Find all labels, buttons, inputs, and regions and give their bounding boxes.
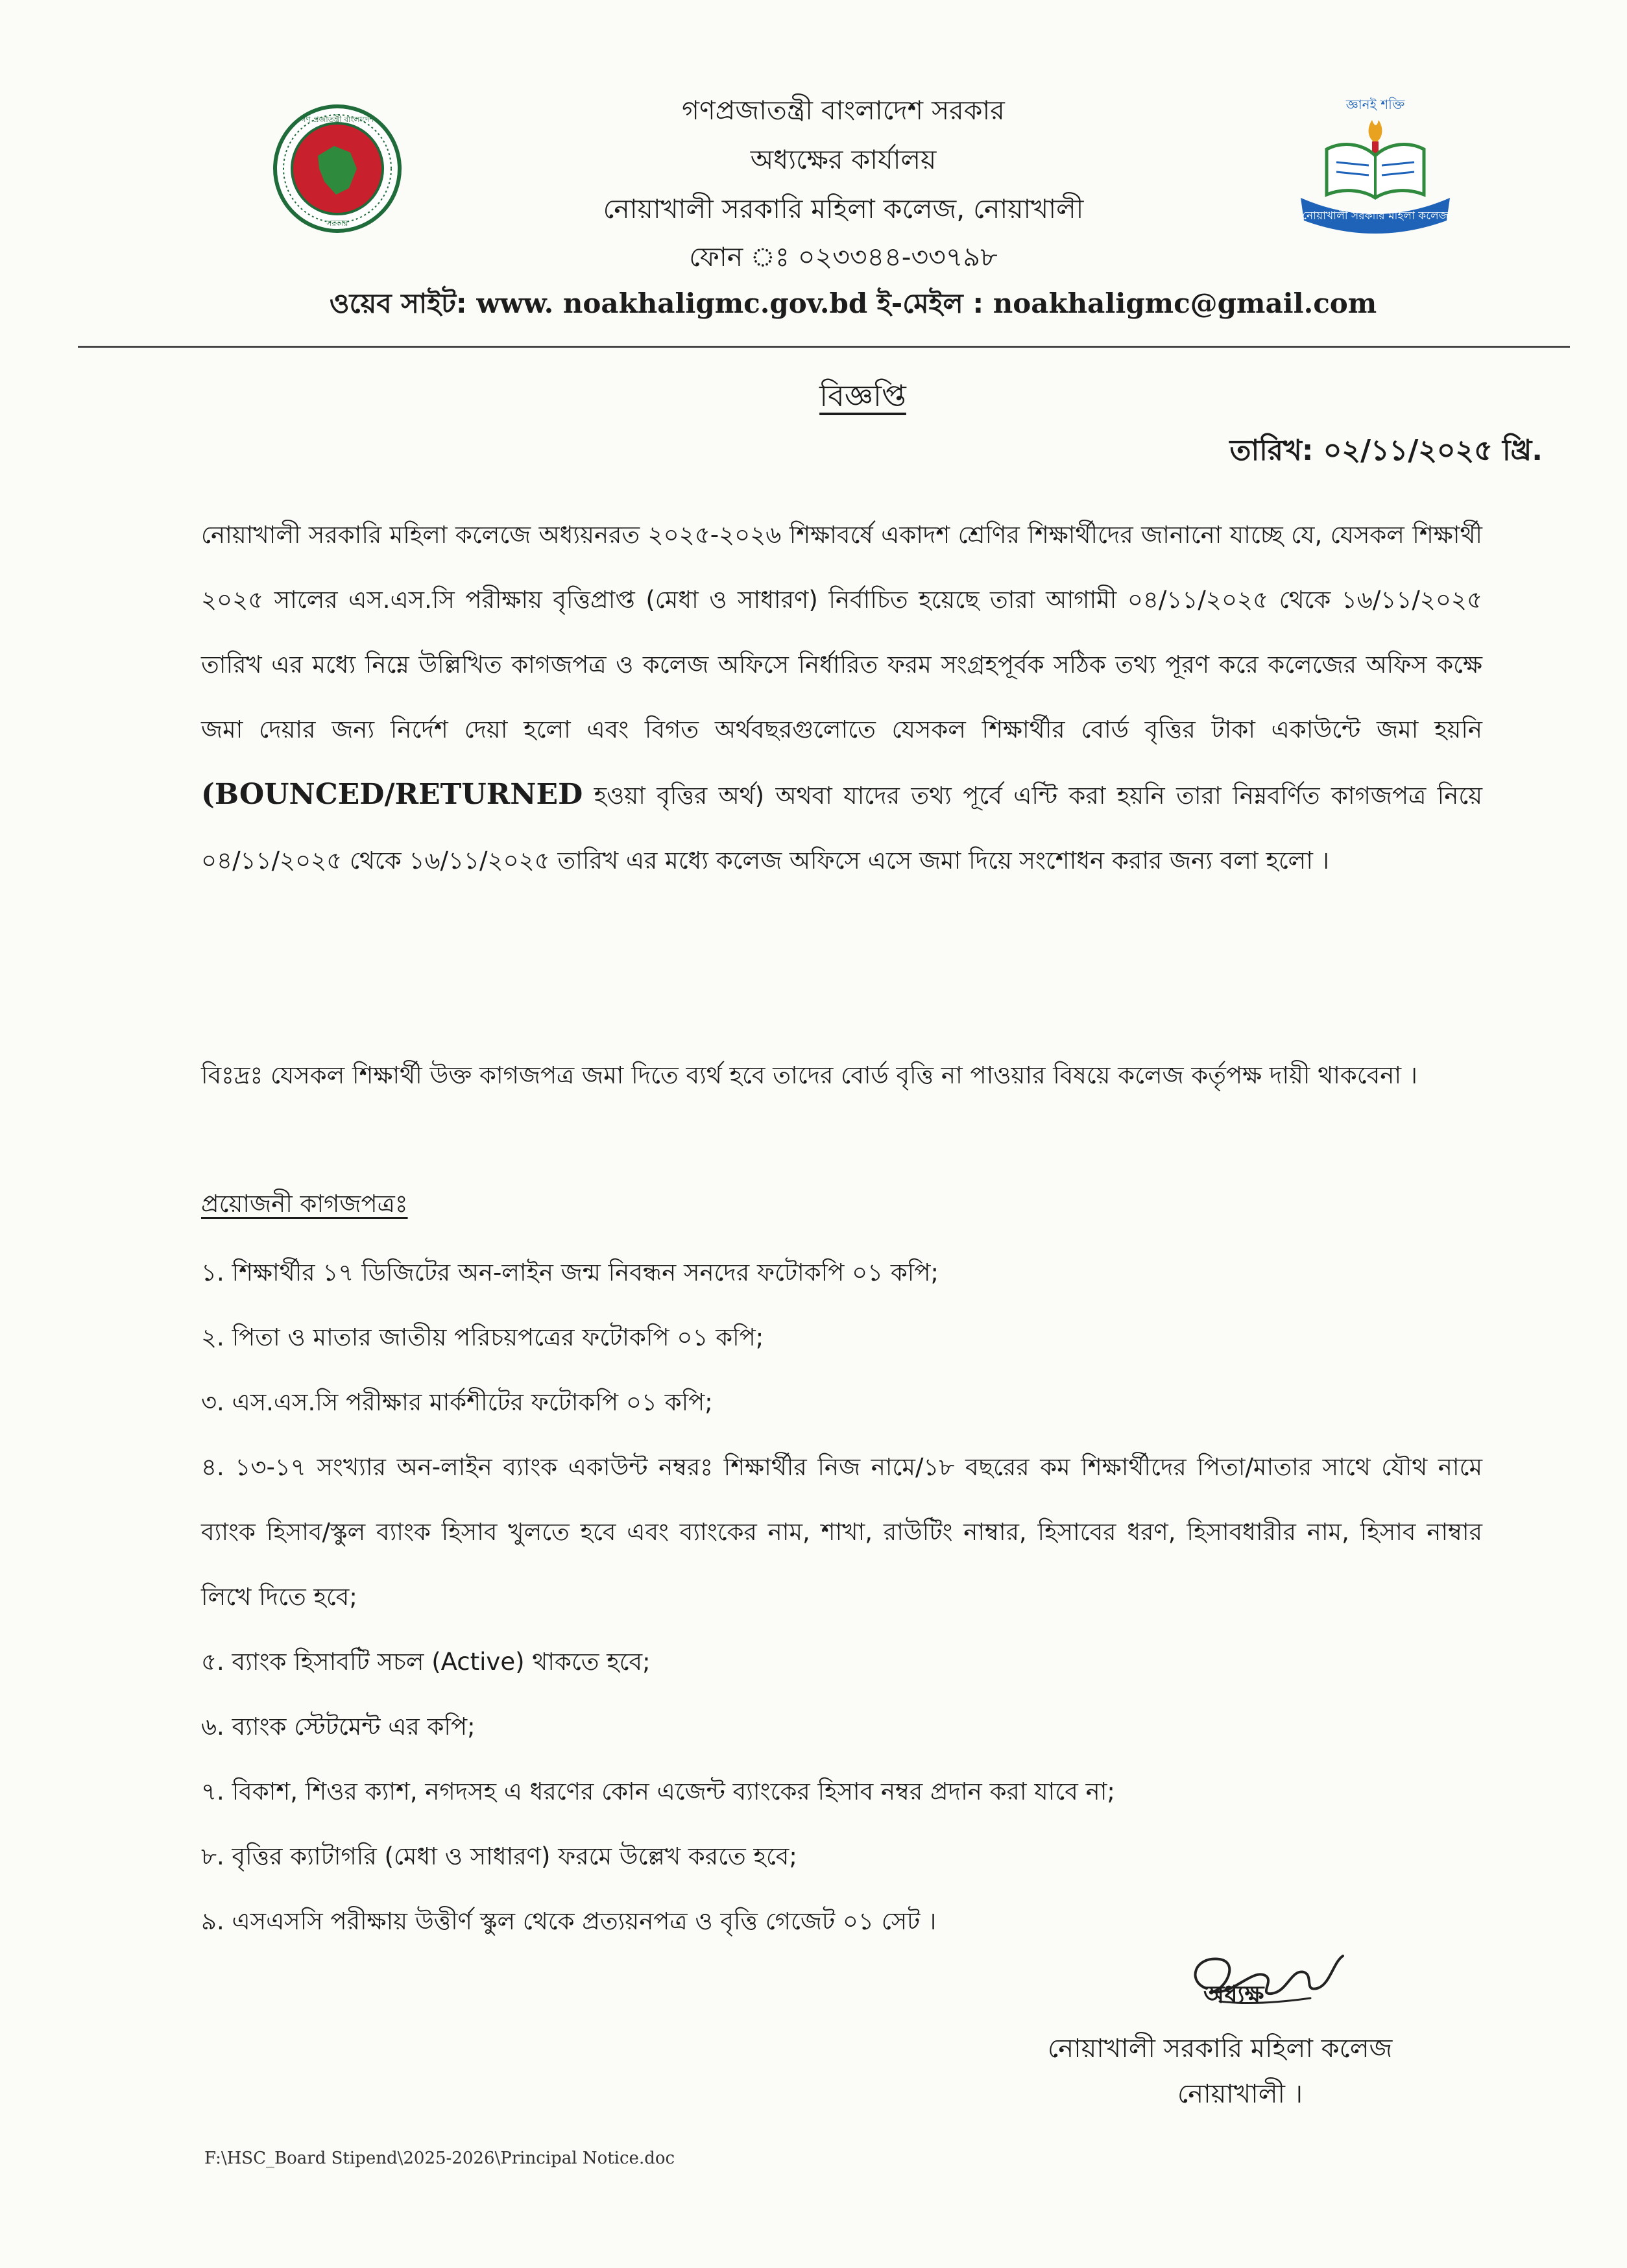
list-item: ২. পিতা ও মাতার জাতীয় পরিচয়পত্রের ফটোকপি ০১ কপি; — [201, 1323, 764, 1351]
header-divider — [78, 346, 1570, 348]
list-item: ৩. এস.এস.সি পরীক্ষার মার্কশীটের ফটোকপি ০১ কপি; — [201, 1388, 713, 1416]
header-contact — [259, 285, 1447, 322]
signature-city: নোয়াখালী । — [1177, 2079, 1303, 2109]
requirements-list — [201, 1240, 1482, 1954]
paragraph-1-part-2: হওয়া বৃত্তির অর্থ) অথবা যাদের তথ্য পূর্বে এন্টি করা হয়নি তারা নিম্নবর্ণিত কাগজপত্র নিয়ে ০৪/১১/২০২৫ থেকে ১৬/১১/২০২৫ তারিখ এর মধ্যে কলেজ অফিসে এসে জমা দিয়ে সংশোধন করার জন্য বলা হলো । — [201, 782, 1483, 875]
header-office: অধ্যক্ষের কার্যালয় — [750, 144, 937, 175]
requirements-title: প্রয়োজনী কাগজপত্রঃ — [201, 1190, 408, 1218]
list-item: ৮. বৃত্তির ক্যাটাগরি (মেধা ও সাধারণ) ফরমে উল্লেখ করতে হবে; — [201, 1842, 797, 1870]
list-item: ৯. এসএসসি পরীক্ষায় উত্তীর্ণ স্কুল থেকে প্রত্যয়নপত্র ও বৃত্তি গেজেট ০১ সেট । — [201, 1907, 937, 1935]
file-path: F:\HSC_Board Stipend\2025-2026\Principal Notice.doc — [204, 2149, 675, 2168]
website-link[interactable]: www. noakhaligmc.gov.bd — [476, 287, 868, 319]
seal-text-top: গণ প্রজাতন্ত্রী বাংলাদেশ — [300, 115, 374, 124]
list-item: ৫. ব্যাংক হিসাবটি সচল (Active) থাকতে হবে; — [201, 1648, 651, 1676]
header-college: নোয়াখালী সরকারি মহিলা কলেজ, নোয়াখালী — [603, 193, 1084, 224]
seal-text-bottom: সরকার — [326, 219, 348, 228]
list-item: ৪. ১৩-১৭ সংখ্যার অন-লাইন ব্যাংক একাউন্ট নম্বরঃ শিক্ষার্থীর নিজ নামে/১৮ বছরের কম শিক্ষার্থীদের পিতা/মাতার সাথে যৌথ নামে ব্যাংক হিসাব/স্কুল ব্যাংক হিসাব খুলতে হবে এবং ব্যাংকের নাম, শাখা, রাউটিং নাম্বার, হিসাবের ধরণ, হিসাবধারীর নাম, হিসাব নাম্বার লিখে দিতে হবে; — [201, 1453, 1482, 1611]
notice-date: তারিখ: ০২/১১/২০২৫ খ্রি. — [1229, 434, 1543, 467]
paragraph-1-part-1: নোয়াখালী সরকারি মহিলা কলেজে অধ্যয়নরত ২০২৫-২০২৬ শিক্ষাবর্ষে একাদশ শ্রেণির শিক্ষার্থীদের জানানো যাচ্ছে যে, যেসকল শিক্ষার্থী ২০২৫ সালের এস.এস.সি পরীক্ষায় বৃত্তিপ্রাপ্ত (মেধা ও সাধারণ) নির্বাচিত হয়েছে তারা আগামী ০৪/১১/২০২৫ থেকে ১৬/১১/২০২৫ তারিখ এর মধ্যে নিম্নে উল্লিখিত কাগজপত্র ও কলেজ অফিসে নির্ধারিত ফরম সংগ্রহপূর্বক সঠিক তথ্য পূরণ করে কলেজের অফিস কক্ষে জমা দেয়ার জন্য নির্দেশ দেয়া হলো এবং বিগত অর্থবছরগুলোতে যেসকল শিক্ষার্থীর বোর্ড বৃত্তির টাকা একাউন্টে জমা হয়নি — [201, 521, 1482, 743]
signature-college: নোয়াখালী সরকারি মহিলা কলেজ — [1048, 2034, 1393, 2064]
website-label: ওয়েব সাইট: — [329, 287, 467, 319]
notice-title: বিজ্ঞপ্তি — [819, 378, 906, 413]
logo-motto: জ্ঞানই শক্তি — [1345, 97, 1405, 112]
bounced-returned-text: (BOUNCED/RETURNED — [201, 778, 583, 811]
list-item: ৭. বিকাশ, শিওর ক্যাশ, নগদসহ এ ধরণের কোন এজেন্ট ব্যাংকের হিসাব নম্বর প্রদান করা যাবে না; — [201, 1778, 1115, 1805]
notice-paragraph-2: বিঃদ্রঃ যেসকল শিক্ষার্থী উক্ত কাগজপত্র জমা দিতে ব্যর্থ হবে তাদের বোর্ড বৃত্তি না পাওয়ার বিষয়ে কলেজ কর্তৃপক্ষ দায়ী থাকবেনা । — [201, 1061, 1418, 1089]
email-link[interactable]: noakhaligmc@gmail.com — [993, 287, 1377, 319]
logo-banner: নোয়াখালী সরকারি মহিলা কলেজ — [1302, 210, 1449, 223]
email-label: ই-মেইল : — [876, 287, 984, 319]
list-item: ৬. ব্যাংক স্টেটমেন্ট এর কপি; — [201, 1713, 476, 1741]
header-phone: ফোন ঃ ০২৩৩৪৪-৩৩৭৯৮ — [689, 241, 998, 272]
notice-paragraph-1 — [201, 503, 1482, 893]
list-item: ১. শিক্ষার্থীর ১৭ ডিজিটের অন-লাইন জন্ম নিবন্ধন সনদের ফটোকপি ০১ কপি; — [201, 1259, 939, 1286]
signature-title: অধ্যক্ষ — [1203, 1981, 1264, 2009]
header-government: গণপ্রজাতন্ত্রী বাংলাদেশ সরকার — [682, 95, 1005, 126]
